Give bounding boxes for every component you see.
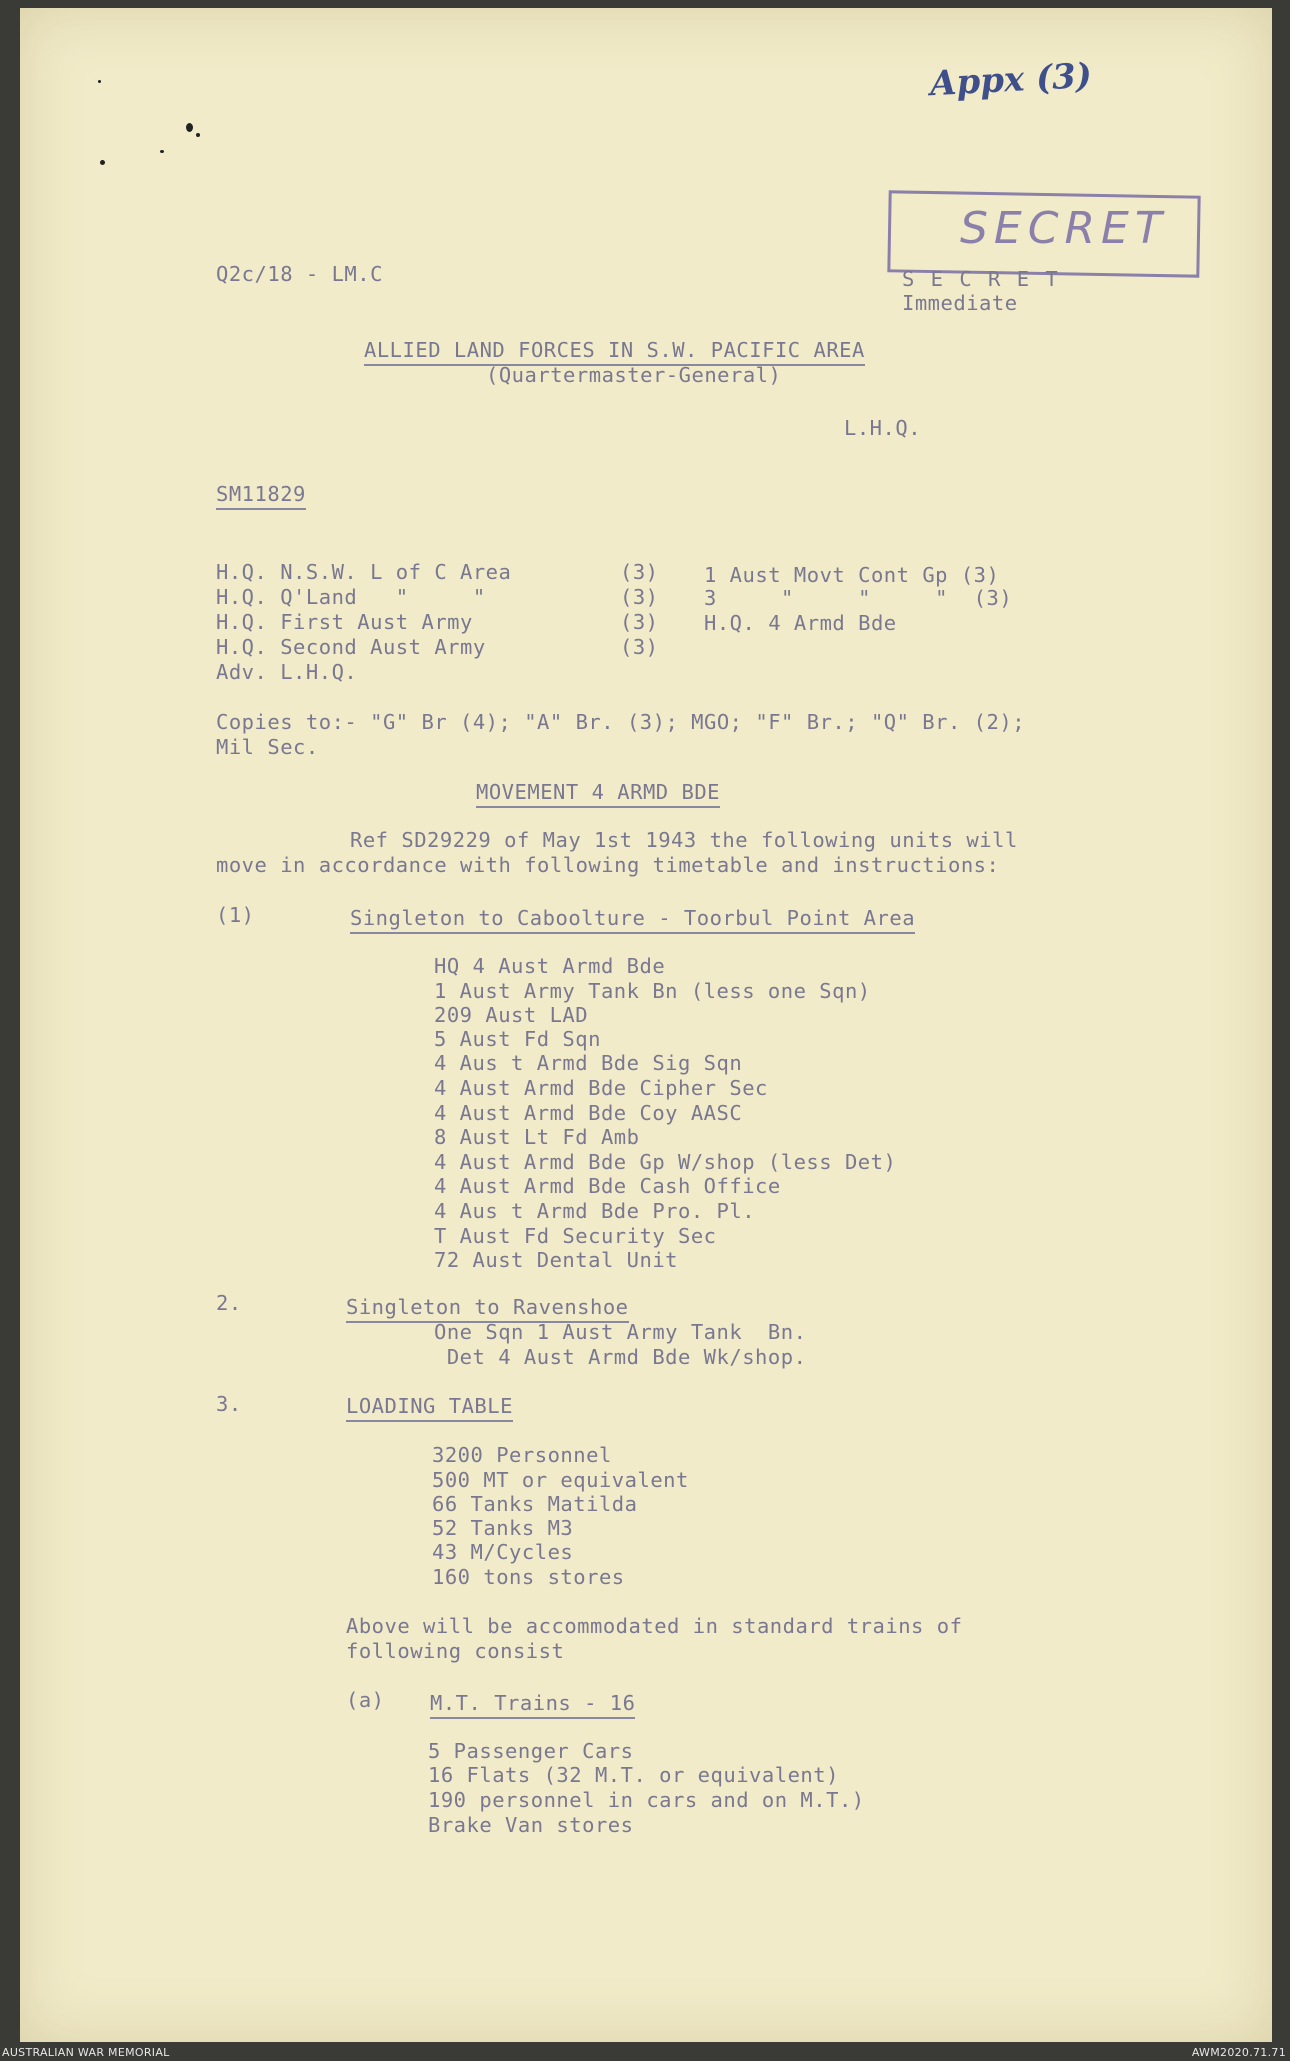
loading-item: 66 Tanks Matilda — [432, 1492, 638, 1516]
lhq: L.H.Q. — [844, 416, 922, 440]
loading-item: 43 M/Cycles — [432, 1540, 574, 1564]
unit-item: 4 Aust Armd Bde Cipher Sec — [434, 1076, 768, 1100]
sub-section-title: M.T. Trains - 16 — [430, 1691, 635, 1719]
train-item: Brake Van stores — [428, 1813, 634, 1837]
unit-item: 72 Aust Dental Unit — [434, 1248, 678, 1272]
subject-heading: MOVEMENT 4 ARMD BDE — [476, 780, 720, 808]
addressee: H.Q. 4 Armd Bde — [704, 611, 897, 635]
loading-item: 160 tons stores — [432, 1565, 625, 1589]
section-number: (1) — [216, 903, 255, 927]
addressee: Adv. L.H.Q. — [216, 660, 358, 684]
unit-item: HQ 4 Aust Armd Bde — [434, 954, 666, 978]
unit-item: 4 Aus t Armd Bde Sig Sqn — [434, 1051, 743, 1075]
unit-item: 4 Aust Armd Bde Coy AASC — [434, 1101, 743, 1125]
handwritten-annotation: Appx (3) — [929, 55, 1093, 105]
punch-mark — [98, 80, 101, 83]
train-item: 5 Passenger Cars — [428, 1739, 634, 1763]
unit-item: 4 Aus t Armd Bde Pro. Pl. — [434, 1199, 756, 1223]
section-title: Singleton to Ravenshoe — [346, 1295, 629, 1323]
footer-id: AWM2020.71.71 — [1191, 2046, 1286, 2059]
addressee-copies: (3) — [620, 560, 659, 584]
unit-item: 1 Aust Army Tank Bn (less one Sqn) — [434, 979, 871, 1003]
section-title: LOADING TABLE — [346, 1394, 513, 1422]
unit-item: One Sqn 1 Aust Army Tank Bn. — [434, 1320, 807, 1344]
secret-stamp: SECRET — [960, 203, 1168, 254]
trains-text: Above will be accommodated in standard trains of — [346, 1614, 963, 1638]
addressee-copies: (3) — [620, 585, 659, 609]
punch-mark — [196, 133, 200, 137]
trains-text: following consist — [346, 1639, 565, 1663]
copies-line: Copies to:- "G" Br (4); "A" Br. (3); MGO; "F" Br.; "Q" Br. (2); — [216, 710, 1026, 734]
addressee: 3 " " " (3) — [704, 586, 1013, 610]
section-number: 3. — [216, 1392, 242, 1416]
loading-item: 52 Tanks M3 — [432, 1516, 574, 1540]
loading-item: 3200 Personnel — [432, 1443, 612, 1467]
loading-item: 500 MT or equivalent — [432, 1468, 689, 1492]
unit-item: Det 4 Aust Armd Bde Wk/shop. — [434, 1345, 807, 1369]
addressee: H.Q. N.S.W. L of C Area — [216, 560, 512, 584]
punch-mark — [186, 123, 193, 132]
serial-number: SM11829 — [216, 482, 306, 510]
unit-item: 8 Aust Lt Fd Amb — [434, 1125, 640, 1149]
addressee: H.Q. Q'Land " " — [216, 585, 486, 609]
addressee: H.Q. First Aust Army — [216, 610, 473, 634]
unit-item: 5 Aust Fd Sqn — [434, 1027, 601, 1051]
train-item: 190 personnel in cars and on M.T.) — [428, 1788, 865, 1812]
classification: S E C R E T — [902, 267, 1060, 291]
train-item: 16 Flats (32 M.T. or equivalent) — [428, 1763, 839, 1787]
addressee: H.Q. Second Aust Army — [216, 635, 486, 659]
addressee-copies: (3) — [620, 635, 659, 659]
document-page — [20, 8, 1272, 2042]
intro-text: Ref SD29229 of May 1st 1943 the following units will — [350, 828, 1018, 852]
org-subtitle: (Quartermaster-General) — [486, 363, 782, 387]
intro-text: move in accordance with following timetable and instructions: — [216, 853, 1000, 877]
unit-item: 4 Aust Armd Bde Gp W/shop (less Det) — [434, 1150, 897, 1174]
addressee: 1 Aust Movt Cont Gp (3) — [704, 563, 1000, 587]
punch-mark — [100, 160, 105, 165]
punch-mark — [160, 150, 164, 153]
sub-section-number: (a) — [346, 1688, 385, 1712]
section-title: Singleton to Caboolture - Toorbul Point Area — [350, 906, 915, 934]
section-number: 2. — [216, 1291, 242, 1315]
copies-line: Mil Sec. — [216, 735, 319, 759]
footer-credit: AUSTRALIAN WAR MEMORIAL — [2, 2046, 170, 2059]
unit-item: 4 Aust Armd Bde Cash Office — [434, 1174, 781, 1198]
unit-item: 209 Aust LAD — [434, 1003, 589, 1027]
priority: Immediate — [902, 291, 1018, 315]
reference-number: Q2c/18 - LM.C — [216, 262, 383, 286]
org-title: ALLIED LAND FORCES IN S.W. PACIFIC AREA — [364, 338, 865, 366]
addressee-copies: (3) — [620, 610, 659, 634]
unit-item: T Aust Fd Security Sec — [434, 1224, 717, 1248]
